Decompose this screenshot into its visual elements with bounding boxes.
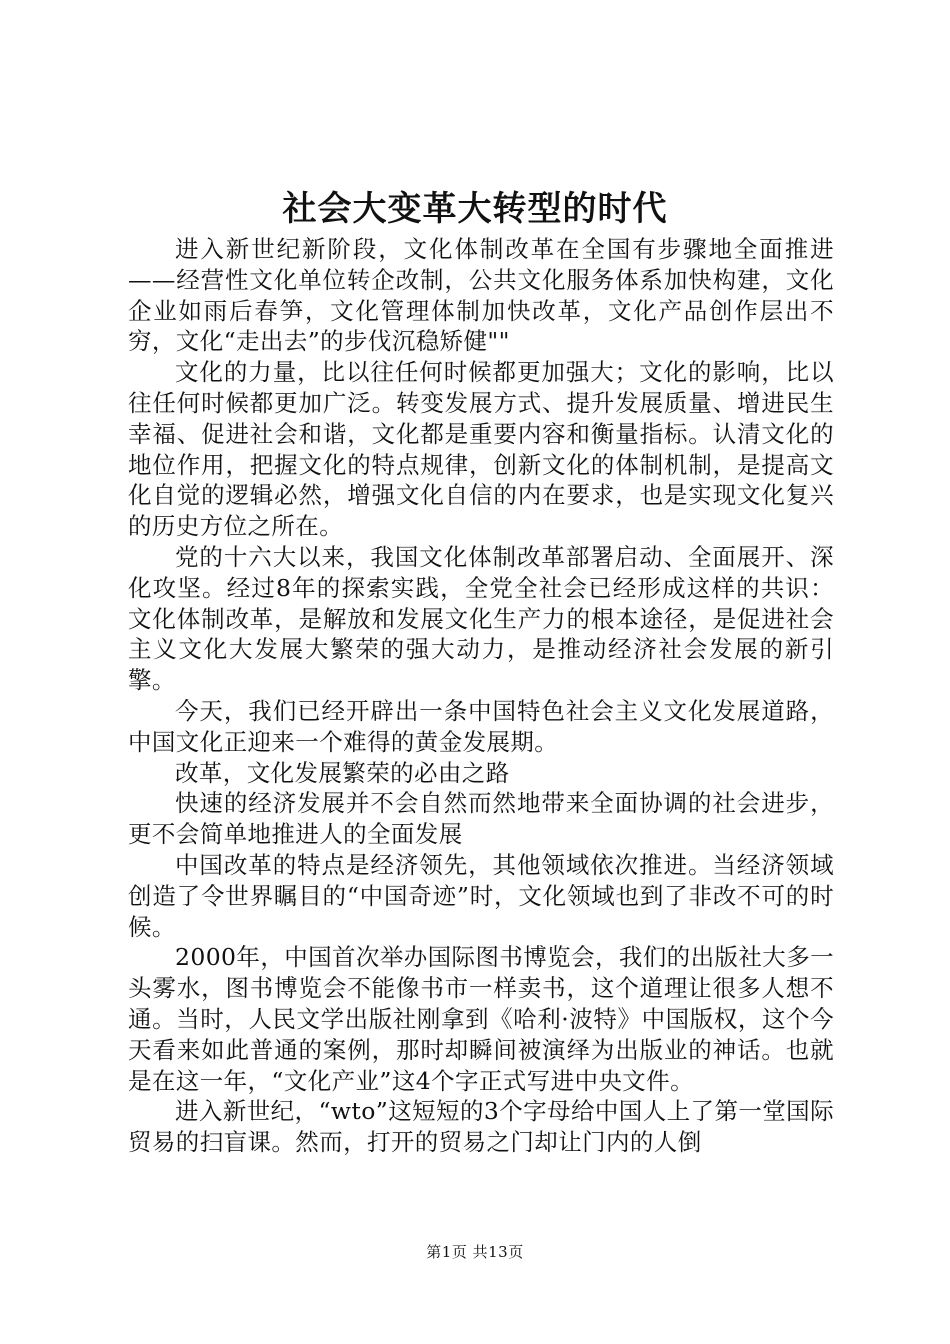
page-title: 社会大变革大转型的时代: [282, 189, 668, 229]
paragraph: 党的十六大以来，我国文化体制改革部署启动、全面展开、深化攻坚。经过8年的探索实践，全党全社会已经形成这样的共识：文化体制改革，是解放和发展文化生产力的根本途径，是促进社会主义文化大发展大繁荣的强大动力，是推动经济社会发展的新引擎。: [128, 542, 834, 695]
paragraph: 进入新世纪，“wto”这短短的3个字母给中国人上了第一堂国际贸易的扫盲课。然而，打开的贸易之门却让门内的人倒: [128, 1097, 834, 1157]
page-number-footer: 第1页 共13页: [426, 1243, 524, 1261]
paragraph: 文化的力量，比以往任何时候都更加强大；文化的影响，比以往任何时候都更加广泛。转变发展方式、提升发展质量、增进民生幸福、促进社会和谐，文化都是重要内容和衡量指标。认清文化的地位作用，把握文化的特点规律，创新文化的体制机制，是提高文化自觉的逻辑必然，增强文化自信的内在要求，也是实现文化复兴的历史方位之所在。: [128, 358, 834, 541]
paragraph: 2000年，中国首次举办国际图书博览会，我们的出版社大多一头雾水，图书博览会不能像书市一样卖书，这个道理让很多人想不通。当时，人民文学出版社刚拿到《哈利·波特》中国版权，这个今天看来如此普通的案例，那时却瞬间被演绎为出版业的神话。也就是在这一年，“文化产业”这4个字正式写进中央文件。: [128, 943, 834, 1095]
section-heading: 改革，文化发展繁荣的必由之路: [175, 758, 510, 787]
paragraph: 中国改革的特点是经济领先，其他领域依次推进。当经济领域创造了令世界瞩目的“中国奇迹”时，文化领域也到了非改不可的时候。: [128, 850, 834, 941]
paragraph: 快速的经济发展并不会自然而然地带来全面协调的社会进步，更不会简单地推进人的全面发展: [128, 789, 834, 849]
paragraph: 今天，我们已经开辟出一条中国特色社会主义文化发展道路，中国文化正迎来一个难得的黄金发展期。: [128, 696, 834, 756]
paragraph: 进入新世纪新阶段，文化体制改革在全国有步骤地全面推进——经营性文化单位转企改制，公共文化服务体系加快构建，文化企业如雨后春笋，文化管理体制加快改革，文化产品创作层出不穷，文化“走出去”的步伐沉稳矫健"": [128, 235, 834, 356]
document-body: [128, 234, 834, 1158]
